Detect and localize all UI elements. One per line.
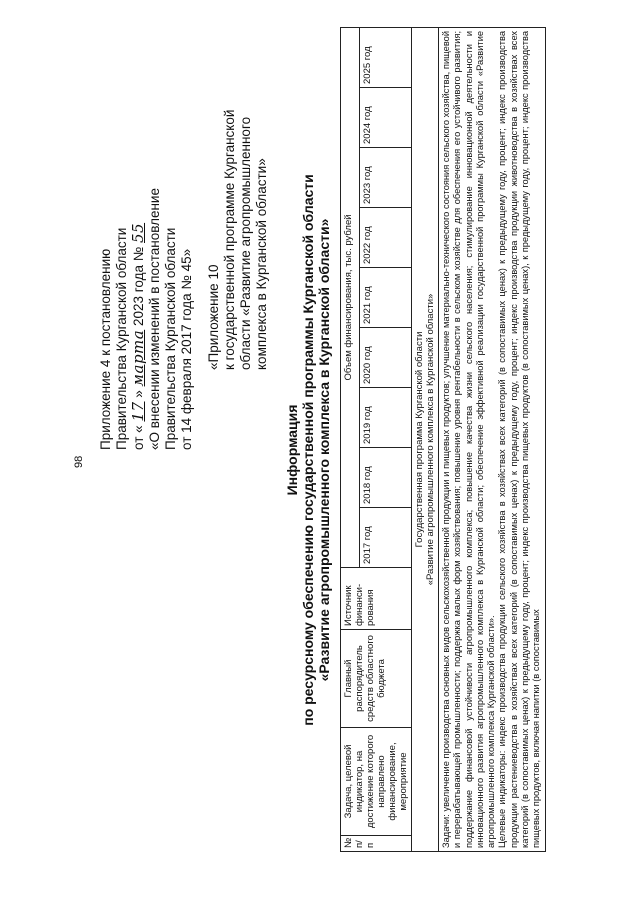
tasks-text: Задачи: увеличение производства основных видов сельскохозяйственной продукции и пищевых продуктов; улучшение материально-технического состояния сельского хозяйства, пищевой и перерабатывающей промышленности; поддержка малых форм хозяйствования; повышение уровня рентабельности в сельском хозяйстве для обеспечения его устойчивого развития; поддержание финансовой устойчивости агропромышленного комплекса; повышение качества жизни сельского населения; стимулирование инновационной деятельности и инновационного развития агропромышленного комплекса в Курганской области; обеспечение эффективной реализации государственной программы Курганской области «Развитие агропромышленного комплекса Курганской области». — [441, 30, 497, 848]
year-2019: 2019 год — [360, 388, 412, 448]
header-num: № п/п — [341, 836, 412, 852]
appendix10-line3: области «Развитие агропромышленного — [238, 116, 253, 370]
header-volume: Объем финансирования, тыс. рублей — [341, 27, 360, 567]
rotated-page — [10, 20, 610, 880]
year-2017: 2017 год — [360, 508, 412, 568]
date-mid: » — [131, 390, 146, 398]
heading-line3: «Развитие агропромышленного комплекса в Курганской области» — [316, 218, 332, 682]
appendix-line2: Правительства Курганской области — [114, 227, 129, 450]
header-source: Источник финанси-рования — [341, 568, 412, 630]
indicators-text: Целевые индикаторы: индекс производства продукции сельского хозяйства в хозяйствах всех категорий (в сопоставимых ценах) к предыдущему году, процент; индекс производства продукции растениеводства в хозяйствах всех категорий (в сопоставимых ценах) к предыдущему году, процент; индекс производства продукции животноводства в хозяйствах всех категорий (в сопоставимых ценах) к предыдущему году, процент; индекс производства пищевых продуктов (в сопоставимых ценах), к предыдущему году, процент; индекс производства пищевых продуктов, включая напитки (в сопоставимых — [497, 30, 542, 848]
appendix-line5: Правительства Курганской области — [163, 227, 178, 450]
appendix-block — [98, 30, 195, 450]
handwritten-month: марта — [129, 329, 147, 387]
tasks-row — [439, 27, 546, 851]
appendix-line3 — [130, 30, 147, 450]
handwritten-number: 55 — [129, 222, 147, 243]
appendix10-line1: «Приложение 10 — [206, 264, 221, 370]
appendix-line1: Приложение 4 к постановлению — [98, 248, 113, 450]
program-title-row — [412, 27, 439, 851]
document-heading — [284, 20, 332, 880]
heading-line1: Информация — [284, 404, 300, 496]
resource-table — [340, 27, 546, 852]
appendix-line4: «О внесении изменений в постановление — [147, 188, 162, 450]
program-line1: Государственная программа Курганской области — [414, 331, 425, 548]
program-line2: «Развитие агропромышленного комплекса в Курганской области» — [425, 293, 436, 586]
appendix-line6: от 14 февраля 2017 года № 45» — [179, 248, 194, 450]
year-2023: 2023 год — [360, 148, 412, 208]
page-number: 98 — [73, 455, 85, 468]
handwritten-day: 17 — [129, 401, 147, 422]
year-2024: 2024 год — [360, 88, 412, 148]
date-year: 2023 года № — [131, 246, 146, 327]
year-2021: 2021 год — [360, 268, 412, 328]
heading-line2: по ресурсному обеспечению государственной программы Курганской области — [300, 174, 316, 726]
appendix10-line2: к государственной программе Курганской — [222, 109, 237, 370]
year-2025: 2025 год — [360, 27, 412, 87]
year-2020: 2020 год — [360, 328, 412, 388]
header-admin: Главный распорядитель средств областного бюджета — [341, 630, 412, 728]
appendix10-line4: комплекса в Курганской области» — [254, 158, 269, 370]
appendix10-block — [206, 30, 270, 370]
year-2018: 2018 год — [360, 448, 412, 508]
header-task: Задача, целевой индикатор, на достижение которого направлено финансирование, мероприятие — [341, 728, 412, 836]
date-prefix: от « — [131, 425, 146, 450]
year-2022: 2022 год — [360, 208, 412, 268]
